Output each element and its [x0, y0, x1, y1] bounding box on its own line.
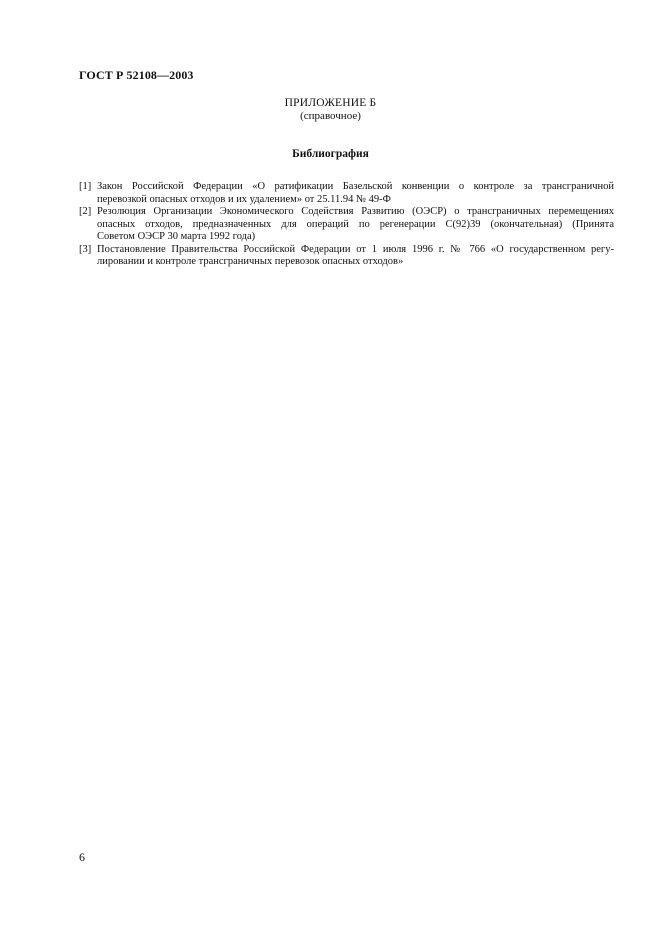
bibliography-item-line: Постановление Правительства Российской Федерации от 1 июля 1996 г. № 766 «О государственном регу- [97, 243, 614, 255]
appendix-subtitle: (справочное) [300, 110, 361, 122]
bibliography-item-line: Резолюция Организации Экономического Содействия Развитию (ОЭСР) о трансграничных перемещениях [97, 206, 614, 217]
document-code: ГОСТ Р 52108—2003 [79, 68, 194, 82]
bibliography-item-number: [3] [79, 243, 92, 255]
bibliography-item-number: [2] [79, 206, 92, 217]
page-number: 6 [79, 850, 85, 864]
bibliography-item [79, 244, 614, 269]
bibliography-item [79, 206, 614, 244]
bibliography-item [79, 181, 614, 206]
bibliography-item-line: Закон Российской Федерации «О ратификации Базельской конвенции о контроле за трансграничной [97, 181, 614, 192]
bibliography-title: Библиография [292, 148, 369, 160]
bibliography-item-number: [1] [79, 181, 92, 192]
bibliography-item-line: опасных отходов, предназначенных для операций по регенерации С(92)39 (окончательная) (Принята [97, 218, 614, 230]
bibliography-item-line: перевозкой опасных отходов и их удалением» от 25.11.94 № 49-Ф [97, 193, 391, 205]
bibliography-list [79, 181, 614, 269]
bibliography-item-line: лировании и контроле трансграничных перевозок опасных отходов» [97, 256, 404, 267]
appendix-title: ПРИЛОЖЕНИЕ Б [284, 97, 377, 109]
bibliography-item-line: Советом ОЭСР 30 марта 1992 года) [97, 231, 256, 242]
bibliography-item-text [97, 181, 614, 206]
bibliography-item-text [97, 244, 614, 269]
bibliography-item-text [97, 206, 614, 244]
